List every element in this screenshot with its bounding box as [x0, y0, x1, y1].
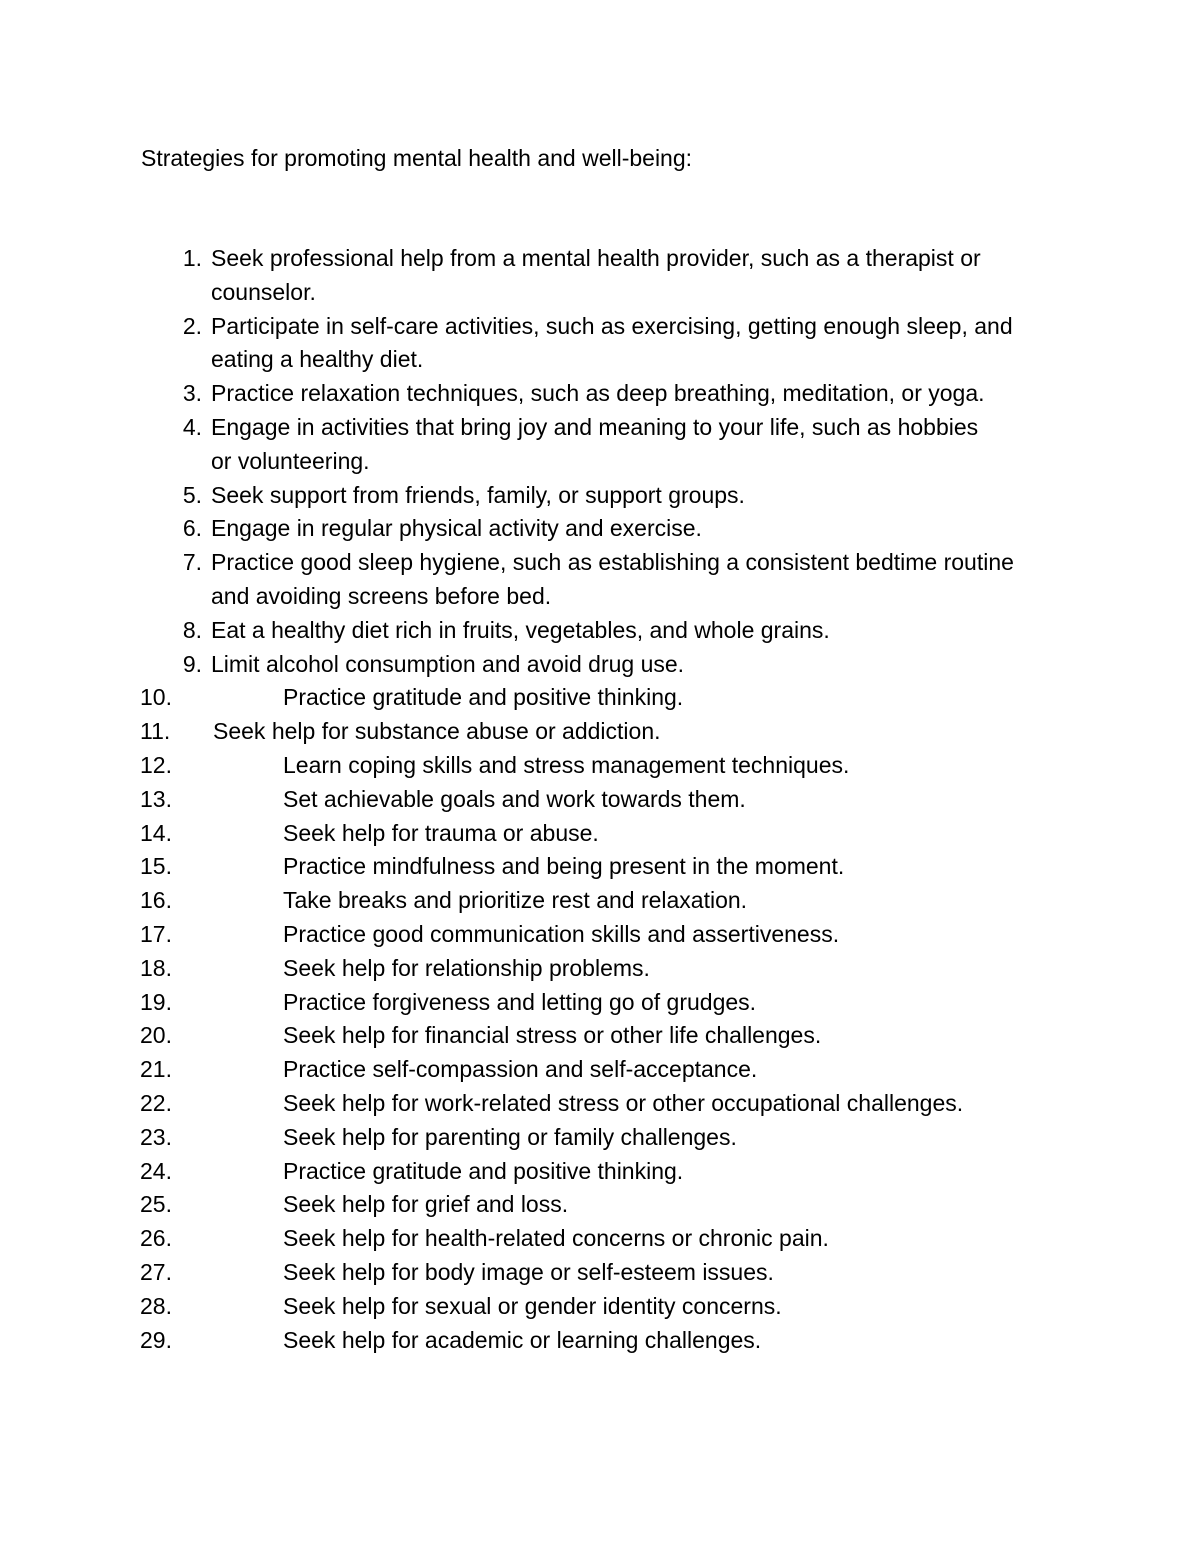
list-item: [0, 377, 1200, 411]
list-item-text: Seek help for work-related stress or other occupational challenges.: [283, 1089, 964, 1116]
list-item: [0, 310, 1200, 378]
strategy-list: [0, 242, 1200, 1357]
list-item: [0, 850, 1200, 884]
list-item-number: 27.: [140, 1258, 172, 1285]
list-item: [0, 952, 1200, 986]
list-item-text: Limit alcohol consumption and avoid drug use.: [211, 650, 685, 677]
list-item-text: Practice mindfulness and being present in the moment.: [283, 853, 845, 880]
list-item-text: Seek help for financial stress or other life challenges.: [283, 1022, 822, 1049]
list-item-number: 13.: [140, 785, 172, 812]
list-item-number: 12.: [140, 751, 172, 778]
list-item-number: 8.: [182, 616, 202, 643]
list-item: [0, 1222, 1200, 1256]
list-item: [0, 918, 1200, 952]
list-item: [0, 546, 1200, 614]
list-item-number: 15.: [140, 853, 172, 880]
list-item-text: Seek help for body image or self-esteem issues.: [283, 1258, 774, 1285]
list-item-text: Seek help for sexual or gender identity concerns.: [283, 1292, 782, 1319]
list-item-text: Practice good communication skills and assertiveness.: [283, 920, 840, 947]
list-item-number: 23.: [140, 1123, 172, 1150]
list-item-text: Seek help for substance abuse or addiction.: [213, 718, 661, 745]
list-item-number: 3.: [182, 380, 202, 407]
list-item-number: 26.: [140, 1225, 172, 1252]
list-item-text: Engage in activities that bring joy and meaning to your life, such as hobbies or volunteering.: [211, 413, 979, 474]
list-item-number: 9.: [182, 650, 202, 677]
list-item-text: Practice relaxation techniques, such as deep breathing, meditation, or yoga.: [211, 380, 985, 407]
list-item-number: 25.: [140, 1191, 172, 1218]
list-item: [0, 1256, 1200, 1290]
list-item: [0, 1324, 1200, 1358]
list-item-number: 28.: [140, 1292, 172, 1319]
list-item: [0, 1053, 1200, 1087]
list-item-number: 4.: [182, 413, 202, 440]
list-item-text: Seek help for health-related concerns or chronic pain.: [283, 1225, 829, 1252]
list-item-text: Practice gratitude and positive thinking.: [283, 1157, 684, 1184]
list-item-text: Practice forgiveness and letting go of grudges.: [283, 988, 757, 1015]
list-item-text: Seek help for trauma or abuse.: [283, 819, 599, 846]
list-item-number: 21.: [140, 1056, 172, 1083]
list-item: [0, 986, 1200, 1020]
list-item-text: Seek support from friends, family, or support groups.: [211, 481, 745, 508]
list-item-text: Seek help for academic or learning challenges.: [283, 1326, 762, 1353]
list-item-number: 18.: [140, 954, 172, 981]
list-item-text: Learn coping skills and stress management techniques.: [283, 751, 850, 778]
list-item: [0, 884, 1200, 918]
list-item: [0, 783, 1200, 817]
document-heading: Strategies for promoting mental health and well-being:: [141, 145, 693, 171]
list-item-text: Practice gratitude and positive thinking.: [283, 684, 684, 711]
list-item: [0, 242, 1200, 310]
list-item-text: Eat a healthy diet rich in fruits, vegetables, and whole grains.: [211, 616, 830, 643]
list-item-text: Participate in self-care activities, such as exercising, getting enough sleep, and eating a healthy diet.: [211, 312, 1013, 373]
list-item-number: 11.: [140, 718, 171, 745]
list-item: [0, 648, 1200, 682]
list-item: [0, 1155, 1200, 1189]
list-item-number: 6.: [182, 515, 202, 542]
list-item: [0, 1087, 1200, 1121]
list-item-number: 5.: [182, 481, 202, 508]
list-item-text: Practice self-compassion and self-acceptance.: [283, 1056, 758, 1083]
list-item-number: 14.: [140, 819, 172, 846]
list-item: [0, 1121, 1200, 1155]
list-item-text: Engage in regular physical activity and exercise.: [211, 515, 702, 542]
list-item-text: Seek help for relationship problems.: [283, 954, 650, 981]
list-item-number: 7.: [182, 549, 202, 576]
list-item: [0, 512, 1200, 546]
list-item: [0, 817, 1200, 851]
list-item: [0, 1188, 1200, 1222]
list-item-number: 1.: [182, 245, 202, 271]
list-item: [0, 681, 1200, 715]
list-item-number: 2.: [182, 312, 202, 339]
list-item-text: Seek professional help from a mental health provider, such as a therapist or counselor.: [211, 245, 981, 305]
list-item: [0, 479, 1200, 513]
list-item-number: 17.: [140, 920, 172, 947]
list-item-number: 19.: [140, 988, 172, 1015]
list-item-number: 24.: [140, 1157, 172, 1184]
list-item-number: 29.: [140, 1326, 172, 1353]
list-item-text: Seek help for grief and loss.: [283, 1191, 569, 1218]
list-item-number: 20.: [140, 1022, 172, 1049]
list-item-text: Take breaks and prioritize rest and relaxation.: [283, 887, 748, 914]
list-item-text: Seek help for parenting or family challenges.: [283, 1123, 737, 1150]
list-item: [0, 715, 1200, 749]
list-item: [0, 749, 1200, 783]
list-item-number: 10.: [140, 684, 172, 711]
list-item-text: Set achievable goals and work towards them.: [283, 785, 746, 812]
list-item-number: 22.: [140, 1089, 172, 1116]
list-item-number: 16.: [140, 887, 172, 914]
list-item: [0, 614, 1200, 648]
list-item-text: Practice good sleep hygiene, such as establishing a consistent bedtime routine and avoiding screens before bed.: [211, 549, 1014, 609]
list-item: [0, 411, 1200, 479]
list-item: [0, 1290, 1200, 1324]
list-item: [0, 1019, 1200, 1053]
